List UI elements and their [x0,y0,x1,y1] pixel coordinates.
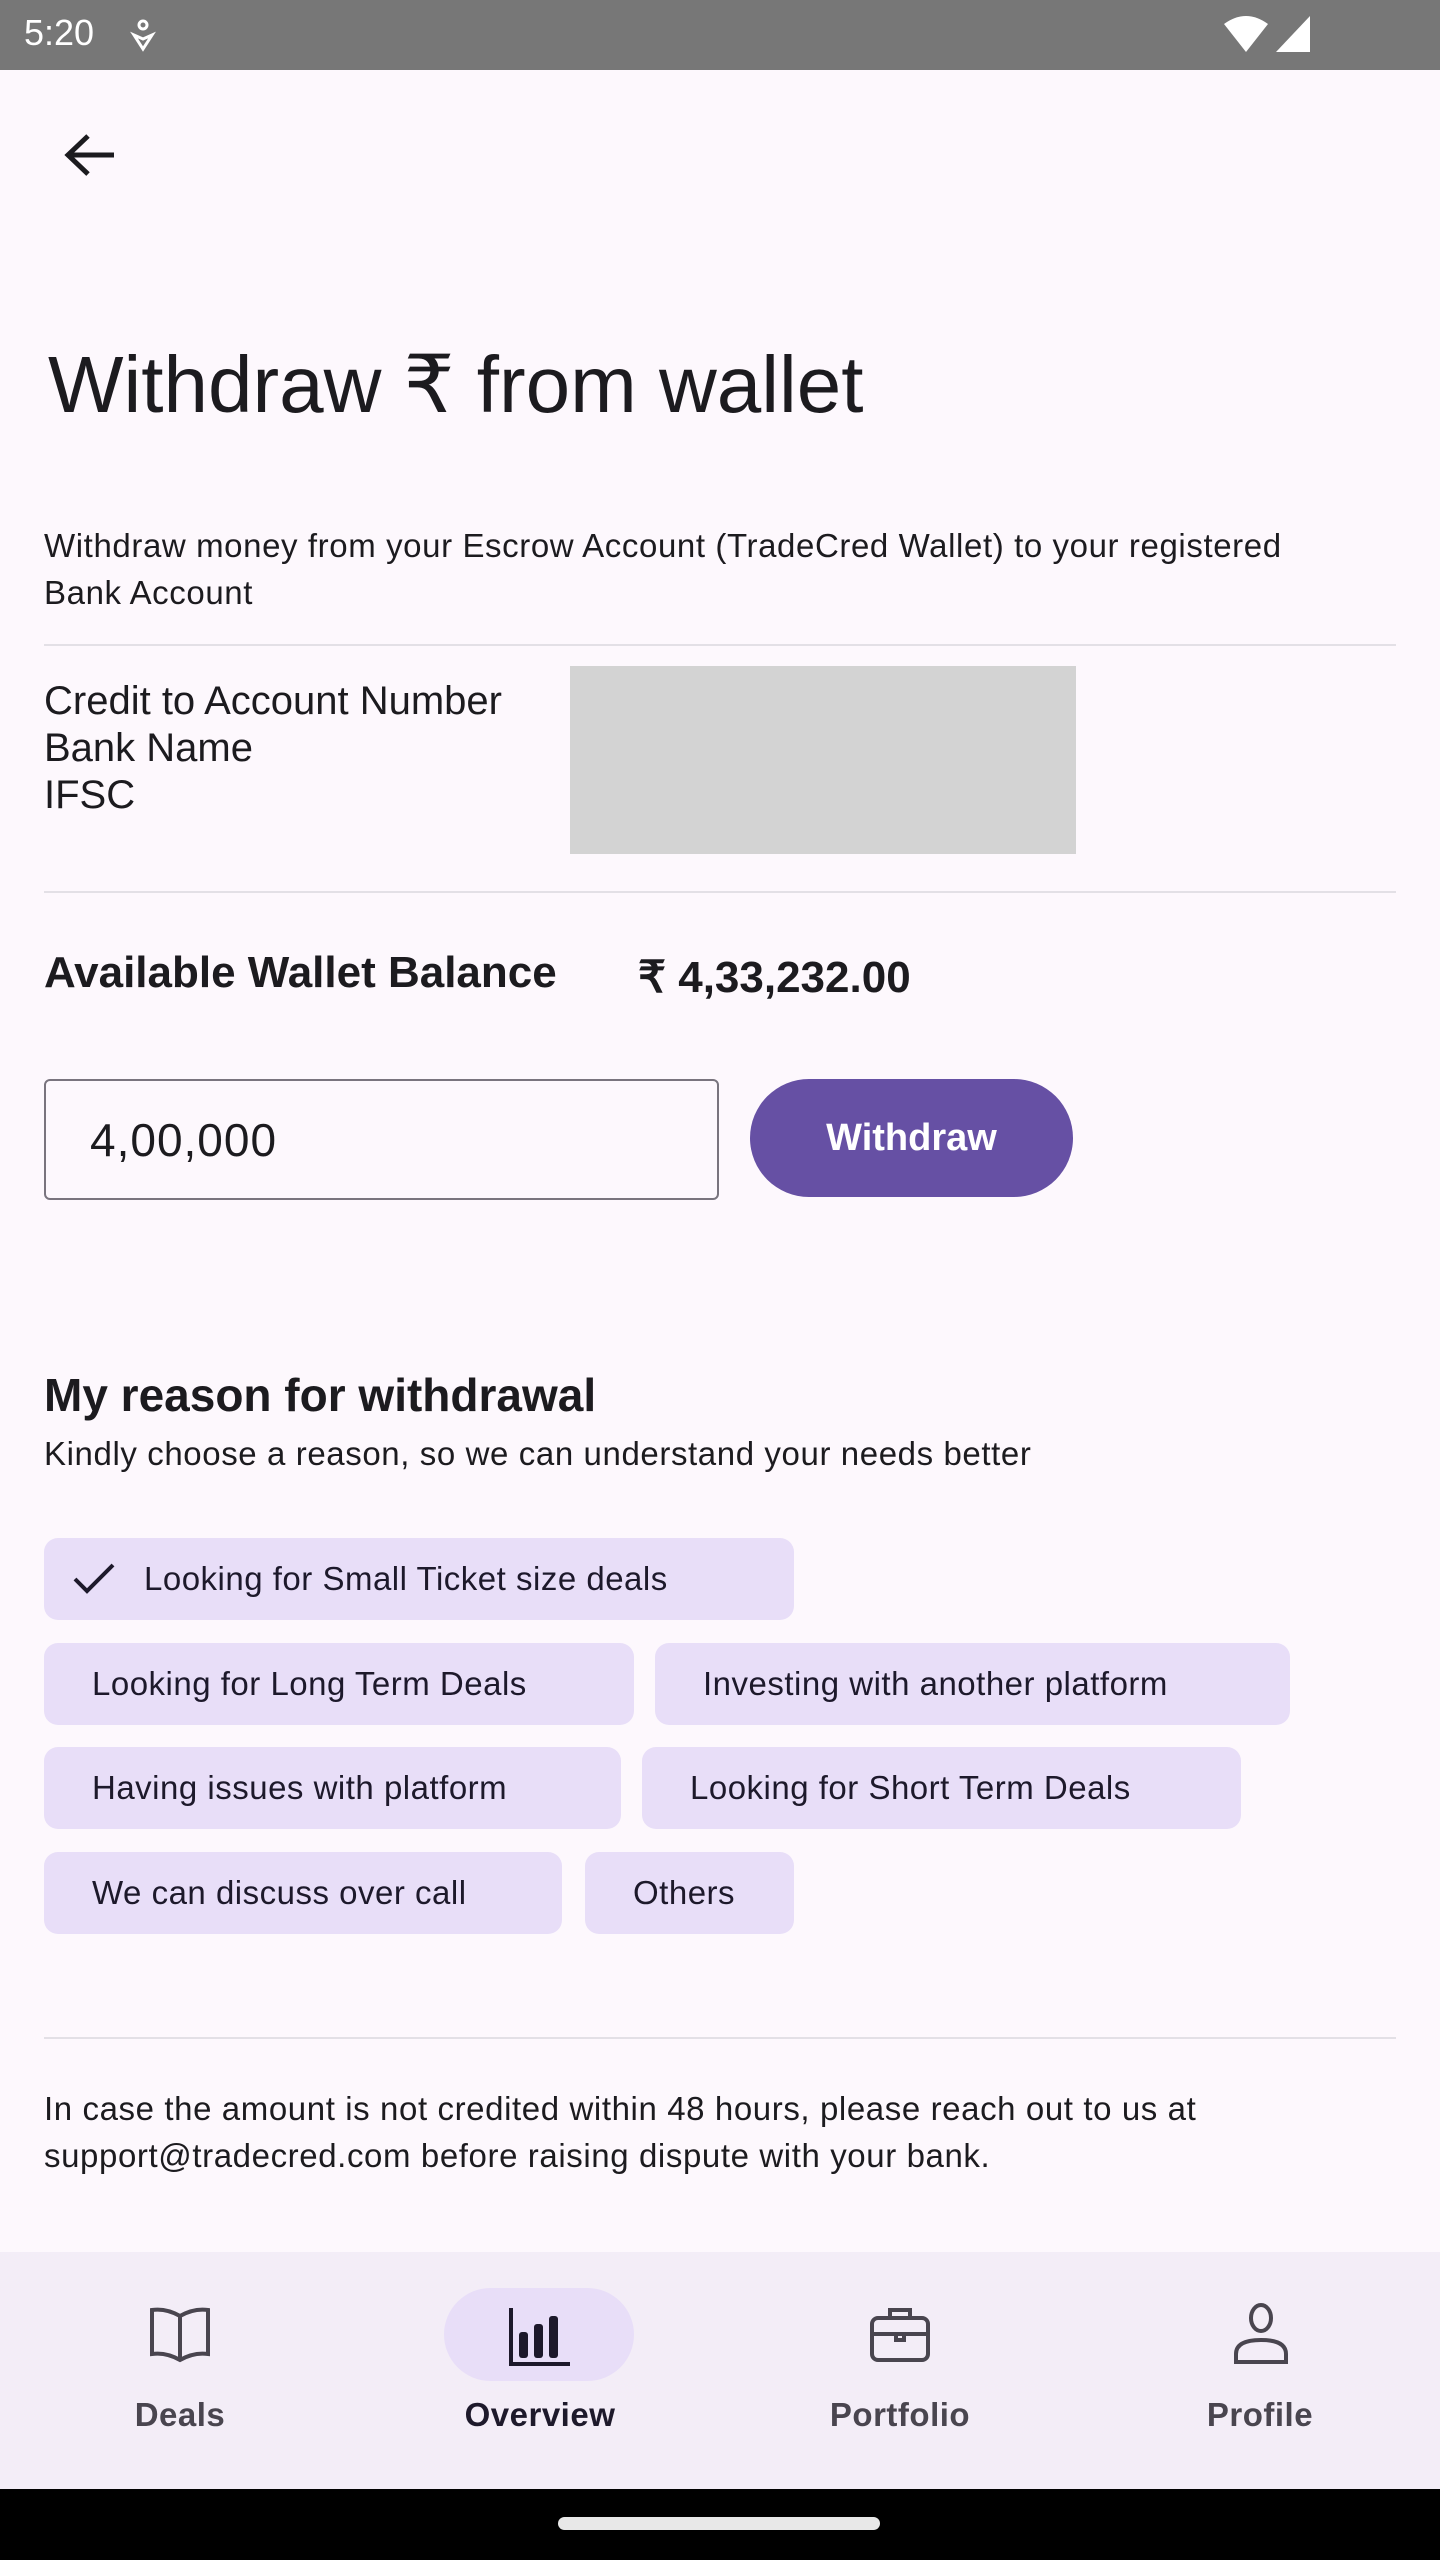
reason-title: My reason for withdrawal [44,1369,597,1421]
divider [44,644,1396,646]
account-labels [44,678,502,819]
bar-chart-icon [508,2306,572,2368]
nav-label: Portfolio [829,2396,971,2433]
reason-chip[interactable]: Investing with another platform [655,1643,1290,1725]
bank-name-label: Bank Name [44,726,253,770]
reason-chip[interactable]: Looking for Short Term Deals [642,1747,1241,1829]
divider [44,891,1396,893]
ifsc-label: IFSC [44,773,136,817]
nav-label: Profile [1206,2396,1314,2433]
briefcase-icon [868,2304,932,2366]
divider [44,2037,1396,2039]
account-number-label: Credit to Account Number [44,679,502,723]
balance-value: ₹ 4,33,232.00 [638,953,911,1002]
nav-label: Overview [464,2396,616,2433]
balance-label: Available Wallet Balance [44,948,557,997]
status-time: 5:20 [24,12,95,53]
signal-icon [1274,14,1312,54]
support-note: In case the amount is not credited within 48 hours, please reach out to us at support@tradecred.com before raising dispute with your bank. [44,2090,1197,2174]
data-saver-icon [130,18,156,52]
reason-subtitle: Kindly choose a reason, so we can understand your needs better [44,1435,1032,1472]
page-title: Withdraw ₹ from wallet [48,340,864,429]
withdraw-button[interactable]: Withdraw [750,1079,1073,1197]
reason-chip-selected[interactable] [44,1538,794,1620]
home-handle[interactable] [558,2517,880,2530]
amount-input[interactable]: 4,00,000 [44,1079,719,1200]
reason-chip[interactable]: Looking for Long Term Deals [44,1643,634,1725]
page-description: Withdraw money from your Escrow Account (TradeCred Wallet) to your registered Bank Account [44,527,1282,611]
nav-portfolio[interactable] [720,2252,1080,2489]
reason-chip[interactable]: Others [585,1852,794,1934]
system-nav-bar [0,2489,1440,2560]
chip-label: Looking for Small Ticket size deals [144,1560,668,1597]
nav-deals[interactable] [0,2252,360,2489]
nav-label: Deals [134,2396,226,2433]
check-icon [72,1562,116,1596]
nav-overview[interactable] [360,2252,720,2489]
reason-chip[interactable]: We can discuss over call [44,1852,562,1934]
reason-chip[interactable]: Having issues with platform [44,1747,621,1829]
person-icon [1232,2302,1290,2368]
wifi-icon [1222,14,1270,54]
nav-profile[interactable] [1080,2252,1440,2489]
redacted-account-details [570,666,1076,854]
status-bar [0,0,1440,70]
book-icon [148,2306,212,2364]
back-arrow-icon[interactable] [62,130,118,180]
